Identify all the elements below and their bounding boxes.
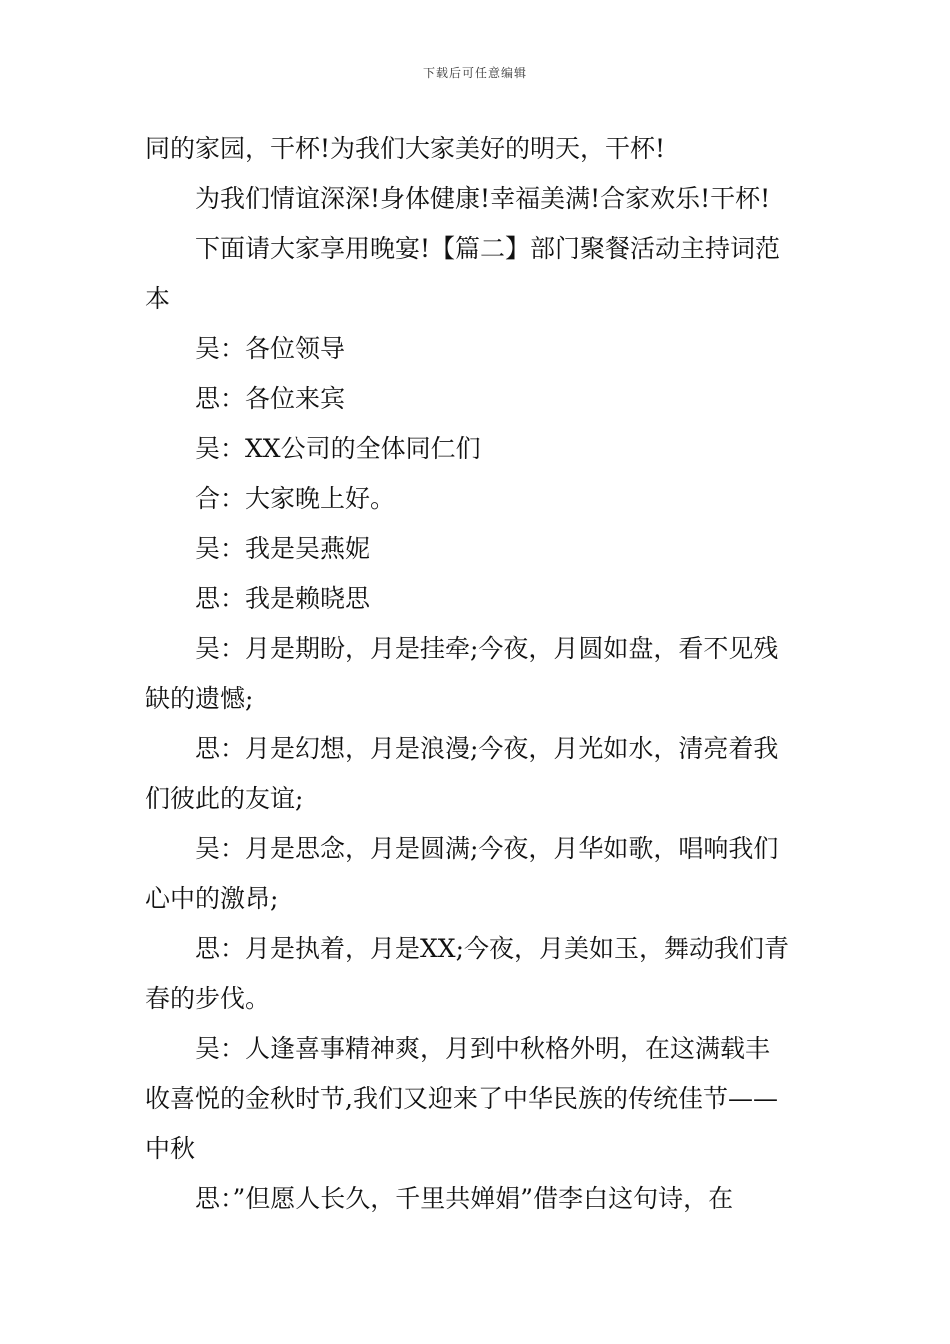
text-line: 为我们情谊深深!身体健康!幸福美满!合家欢乐!干杯! [195,184,771,213]
text-line: 思：我是赖晓思 [195,584,371,613]
text-line: 同的家园，干杯!为我们大家美好的明天，干杯! [145,134,666,163]
text-line: 思：月是幻想，月是浪漫;今夜，月光如水，清亮着我 [195,734,779,763]
text-line: 下面请大家享用晚宴!【篇二】部门聚餐活动主持词范 [195,234,781,263]
text-line: 们彼此的友谊; [145,784,304,813]
text-line: 吴：XX公司的全体同仁们 [195,434,481,463]
text-line: 中秋 [145,1134,196,1163]
text-line: 本 [145,284,171,313]
text-line: 思：月是执着，月是XX;今夜，月美如玉，舞动我们青 [195,934,790,963]
text-line: 吴：月是期盼，月是挂牵;今夜，月圆如盘，看不见残 [195,634,779,663]
text-line: 吴：各位领导 [195,334,346,363]
text-line: 吴：人逢喜事精神爽，月到中秋格外明，在这满载丰 [195,1034,771,1063]
text-line: 心中的激昂; [145,884,279,913]
text-line: 吴：月是思念，月是圆满;今夜，月华如歌，唱响我们 [195,834,779,863]
document-body [145,124,809,1224]
text-line: 缺的遗憾; [145,684,254,713]
text-line: 吴：我是吴燕妮 [195,534,371,563]
text-line: 合：大家晚上好。 [195,484,396,513]
page-header-note: 下载后可任意编辑 [422,66,527,80]
text-line: 思：各位来宾 [195,384,346,413]
text-line: 春的步伐。 [145,984,271,1013]
text-line: 收喜悦的金秋时节,我们又迎来了中华民族的传统佳节—— [145,1084,778,1113]
text-line: 思：”但愿人长久，千里共婵娟”借李白这句诗，在 [195,1184,734,1213]
